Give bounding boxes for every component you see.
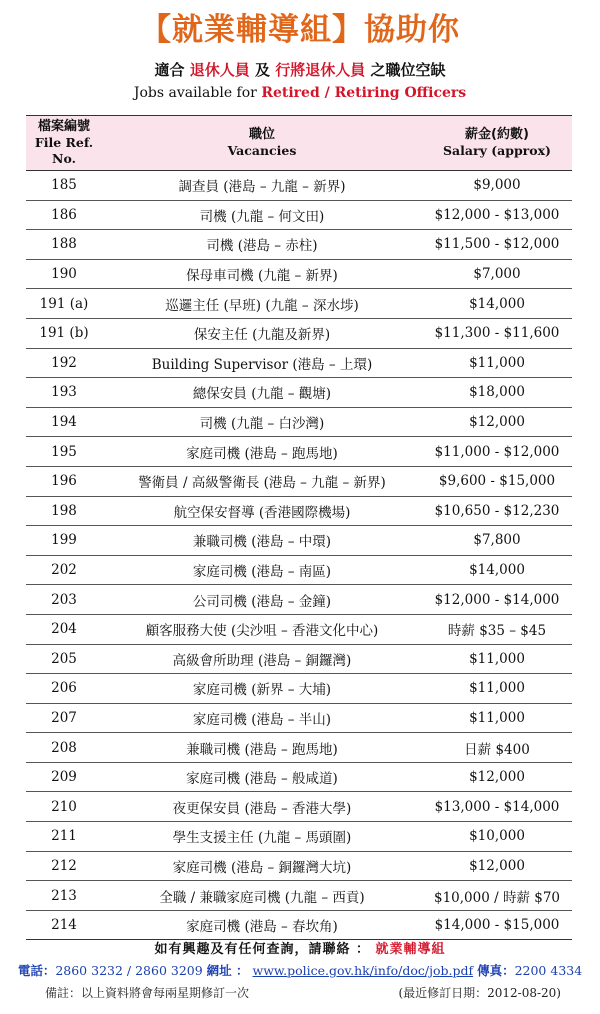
cell-vacancy: 高級會所助理 (港島 – 銅鑼灣): [102, 644, 422, 674]
column-header-ref: [26, 116, 102, 171]
cell-vacancy: 全職 / 兼職家庭司機 (九龍 – 西貢): [102, 881, 422, 911]
cell-salary: $10,650 - $12,230: [422, 496, 572, 526]
table-row: [26, 881, 572, 911]
column-header-vacancy: [102, 116, 422, 171]
subtitle-prefix: 適合: [154, 61, 185, 79]
cell-ref: 188: [26, 230, 102, 260]
cell-ref: 213: [26, 881, 102, 911]
table-row: [26, 289, 572, 319]
cell-vacancy: 家庭司機 (港島 – 半山): [102, 703, 422, 733]
subtitle-zh: [0, 60, 600, 80]
column-header-zh: 職位: [248, 127, 275, 142]
subtitle-en: [0, 83, 600, 103]
table-row: [26, 466, 572, 496]
cell-vacancy: 航空保安督導 (香港國際機場): [102, 496, 422, 526]
table-row: [26, 348, 572, 378]
cell-vacancy: 巡邏主任 (早班) (九龍 – 深水埗): [102, 289, 422, 319]
cell-ref: 195: [26, 437, 102, 467]
column-header-zh: 薪金(約數): [465, 127, 529, 142]
cell-salary: $11,000: [422, 703, 572, 733]
table-row: [26, 762, 572, 792]
cell-vacancy: 家庭司機 (港島 – 南區): [102, 555, 422, 585]
cell-ref: 211: [26, 822, 102, 852]
notes-line: [45, 985, 561, 1001]
cell-ref: 191 (b): [26, 318, 102, 348]
contact-line: [0, 941, 600, 959]
cell-vacancy: 家庭司機 (港島 – 跑馬地): [102, 437, 422, 467]
page-title: 【就業輔導組】協助你: [140, 12, 460, 48]
cell-salary: $12,000: [422, 762, 572, 792]
table-row: [26, 822, 572, 852]
table-row: [26, 200, 572, 230]
cell-salary: $12,000: [422, 407, 572, 437]
cell-salary: $9,000: [422, 171, 572, 201]
vacancy-table-container: [26, 115, 572, 940]
cell-vacancy: Building Supervisor (港島 – 上環): [102, 348, 422, 378]
subtitle-retired: 退休人員: [189, 61, 250, 79]
cell-salary: $18,000: [422, 378, 572, 408]
cell-salary: $12,000 - $14,000: [422, 585, 572, 615]
cell-vacancy: 夜更保安員 (港島 – 香港大學): [102, 792, 422, 822]
table-header-row: [26, 116, 572, 171]
cell-vacancy: 家庭司機 (港島 – 銅鑼灣大坑): [102, 851, 422, 881]
cell-salary: $11,000: [422, 348, 572, 378]
cell-vacancy: 兼職司機 (港島 – 跑馬地): [102, 733, 422, 763]
subtitle-en-highlight: Retired / Retiring Officers: [261, 85, 467, 101]
cell-vacancy: 調查員 (港島 – 九龍 – 新界): [102, 171, 422, 201]
cell-salary: $12,000 - $13,000: [422, 200, 572, 230]
cell-vacancy: 司機 (九龍 – 白沙灣): [102, 407, 422, 437]
cell-vacancy: 家庭司機 (港島 – 春坎角): [102, 910, 422, 940]
table-body: [26, 171, 572, 940]
column-header-en: Vacancies: [227, 143, 297, 158]
table-row: [26, 496, 572, 526]
column-header-en: File Ref. No.: [34, 135, 94, 166]
subtitle-retiring: 行將退休人員: [275, 61, 366, 79]
cell-ref: 186: [26, 200, 102, 230]
table-row: [26, 437, 572, 467]
cell-salary: $10,000: [422, 822, 572, 852]
contact-unit: 就業輔導組: [375, 942, 446, 957]
cell-salary: $12,000: [422, 851, 572, 881]
cell-ref: 193: [26, 378, 102, 408]
table-row: [26, 555, 572, 585]
cell-ref: 190: [26, 259, 102, 289]
subtitle-and: 及: [254, 61, 270, 79]
cell-salary: $11,500 - $12,000: [422, 230, 572, 260]
cell-ref: 205: [26, 644, 102, 674]
cell-ref: 212: [26, 851, 102, 881]
cell-vacancy: 兼職司機 (港島 – 中環): [102, 526, 422, 556]
cell-ref: 194: [26, 407, 102, 437]
cell-salary: $14,000: [422, 555, 572, 585]
cell-ref: 210: [26, 792, 102, 822]
column-header-salary: [422, 116, 572, 171]
table-row: [26, 230, 572, 260]
contact-text: 如有興趣及有任何查詢，請聯絡 ：: [154, 942, 370, 957]
contact-details: [0, 962, 600, 980]
cell-ref: 208: [26, 733, 102, 763]
web-label: 網址 ：: [206, 963, 249, 978]
subtitle-suffix: 之職位空缺: [370, 61, 446, 79]
table-row: [26, 171, 572, 201]
cell-vacancy: 家庭司機 (港島 – 般咸道): [102, 762, 422, 792]
update-note: 備註：以上資料將會每兩星期修訂一次: [45, 986, 250, 1000]
cell-ref: 209: [26, 762, 102, 792]
cell-salary: $13,000 - $14,000: [422, 792, 572, 822]
cell-ref: 192: [26, 348, 102, 378]
table-row: [26, 792, 572, 822]
table-row: [26, 378, 572, 408]
table-row: [26, 407, 572, 437]
table-row: [26, 851, 572, 881]
cell-salary: $11,000 - $12,000: [422, 437, 572, 467]
cell-ref: 214: [26, 910, 102, 940]
cell-vacancy: 保母車司機 (九龍 – 新界): [102, 259, 422, 289]
cell-ref: 207: [26, 703, 102, 733]
cell-salary: $11,000: [422, 644, 572, 674]
table-row: [26, 585, 572, 615]
cell-salary: 日薪 $400: [422, 733, 572, 763]
table-row: [26, 733, 572, 763]
table-row: [26, 644, 572, 674]
cell-salary: $9,600 - $15,000: [422, 466, 572, 496]
cell-ref: 204: [26, 614, 102, 644]
phone-numbers: 2860 3232 / 2860 3209: [55, 963, 203, 978]
cell-salary: $14,000: [422, 289, 572, 319]
column-header-zh: 檔案編號: [37, 119, 90, 134]
cell-ref: 199: [26, 526, 102, 556]
subtitle-en-prefix: Jobs available for: [133, 85, 257, 101]
cell-vacancy: 警衛員 / 高級警衛長 (港島 – 九龍 – 新界): [102, 466, 422, 496]
cell-salary: $14,000 - $15,000: [422, 910, 572, 940]
table-row: [26, 614, 572, 644]
cell-salary: $7,800: [422, 526, 572, 556]
table-row: [26, 703, 572, 733]
fax-label: 傳真：: [477, 963, 515, 978]
table-row: [26, 526, 572, 556]
table-row: [26, 674, 572, 704]
cell-salary: $11,300 - $11,600: [422, 318, 572, 348]
cell-ref: 203: [26, 585, 102, 615]
table-row: [26, 910, 572, 940]
cell-vacancy: 司機 (港島 – 赤柱): [102, 230, 422, 260]
vacancy-table: [26, 115, 572, 940]
cell-ref: 196: [26, 466, 102, 496]
cell-ref: 202: [26, 555, 102, 585]
cell-vacancy: 總保安員 (九龍 – 觀塘): [102, 378, 422, 408]
job-pdf-link[interactable]: www.police.gov.hk/info/doc/job.pdf: [252, 963, 474, 978]
cell-ref: 185: [26, 171, 102, 201]
cell-vacancy: 公司司機 (港島 – 金鐘): [102, 585, 422, 615]
column-header-en: Salary (approx): [443, 143, 551, 158]
cell-salary: $10,000 / 時薪 $70: [422, 881, 572, 911]
cell-salary: 時薪 $35 – $45: [422, 614, 572, 644]
cell-salary: $11,000: [422, 674, 572, 704]
table-row: [26, 259, 572, 289]
cell-salary: $7,000: [422, 259, 572, 289]
fax-number: 2200 4334: [514, 963, 583, 978]
cell-ref: 198: [26, 496, 102, 526]
phone-label: 電話：: [17, 963, 56, 978]
revision-date: (最近修訂日期：2012-08-20): [398, 986, 561, 1000]
table-row: [26, 318, 572, 348]
cell-vacancy: 學生支援主任 (九龍 – 馬頭圍): [102, 822, 422, 852]
cell-ref: 191 (a): [26, 289, 102, 319]
cell-vacancy: 顧客服務大使 (尖沙咀 – 香港文化中心): [102, 614, 422, 644]
cell-vacancy: 保安主任 (九龍及新界): [102, 318, 422, 348]
cell-vacancy: 家庭司機 (新界 – 大埔): [102, 674, 422, 704]
cell-vacancy: 司機 (九龍 – 何文田): [102, 200, 422, 230]
cell-ref: 206: [26, 674, 102, 704]
